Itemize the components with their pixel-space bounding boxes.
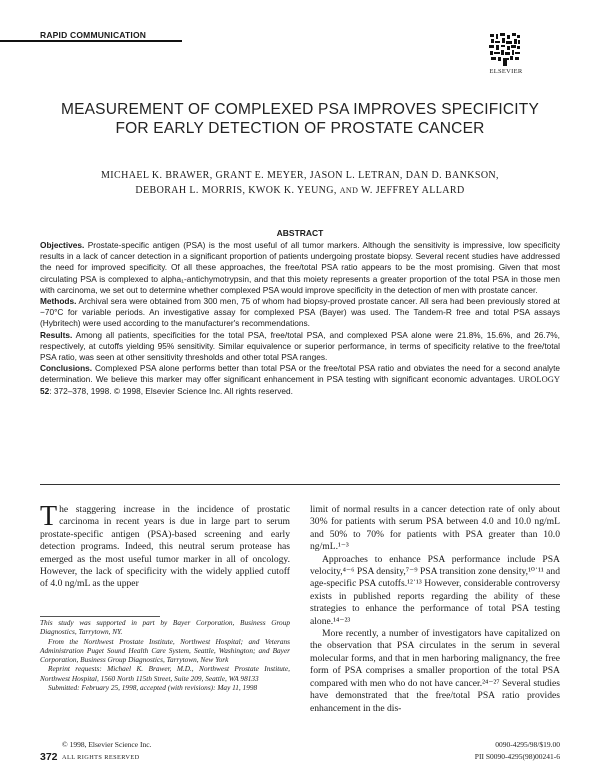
abstract-conclusions: Conclusions. Complexed PSA alone performs better than total PSA or the free/total PSA ratio and obviates the need for a second analyte determination. We believe this marker may offer significant enhancement in PSA testing with significant economic advantages. UROLOGY 52: 372–378, 1998. © 1998, Elsevier Science Inc. All rights reserved. xyxy=(40,363,560,396)
footer-copyright: © 1998, Elsevier Science Inc. xyxy=(62,740,152,749)
page-number: 372 xyxy=(40,751,58,763)
citation-volume: 52 xyxy=(40,385,50,396)
abstract-separator xyxy=(40,484,560,485)
footer-rights: ALL RIGHTS RESERVED xyxy=(62,754,140,761)
body-paragraph: Approaches to enhance PSA performance include PSA velocity,⁴⁻⁶ PSA density,⁷⁻⁹ PSA transition zone density,¹⁰ˈ¹¹ and age-specific PSA cutoffs.¹²ˈ¹³ However, considerable controversy exists in published reports regarding the ability of these strategies to enhance the performance of total PSA testing alone.¹⁴⁻²³ xyxy=(310,553,560,627)
header-rule xyxy=(0,40,182,42)
drop-cap: T xyxy=(40,501,58,532)
author-list xyxy=(60,168,540,198)
footnote-affiliation: From the Northwest Prostate Institute, Northwest Hospital; and Veterans Administration Puget Sound Health Care System, Seattle, Washington; and Bayer Corporation, Business Group Diagnostics, Tarrytown, New York xyxy=(40,636,290,665)
citation-journal: UROLOGY xyxy=(518,374,560,385)
citation-details: : 372–378, 1998. © 1998, Elsevier Science Inc. All rights reserved. xyxy=(49,385,293,396)
intro-paragraph: The staggering increase in the incidence of prostatic carcinoma in recent years is due in large part to serum prostate-specific antigen (PSA)-based screening and early detection programs. Indeed, this neutral serum protease has emerged as the most useful tumor marker in all of oncology. However, the lack of specificity with the widely applied cutoff of 4.0 ng/mL as the upper xyxy=(40,501,290,590)
footnote-funding: This study was supported in part by Bayer Corporation, Business Group Diagnostics, Tarrytown, NY. xyxy=(40,618,290,637)
article-title: MEASUREMENT OF COMPLEXED PSA IMPROVES SPECIFICITY FOR EARLY DETECTION OF PROSTATE CANCER xyxy=(60,101,540,137)
author-line-2: DEBORAH L. MORRIS, KWOK K. YEUNG, AND W. JEFFREY ALLARD xyxy=(135,185,465,196)
footer-pii: PII S0090-4295(98)00241-6 xyxy=(474,752,560,761)
body-paragraph: More recently, a number of investigators have capitalized on the observation that PSA circulates in the serum in several molecular forms, and that in men harboring malignancy, the free form of PSA comprises a smaller proportion of the total PSA compared with men who do not have cancer.²⁴⁻²⁷ Several studies have demonstrated that the free/total PSA ratio provides enhancement in the dis- xyxy=(310,628,560,714)
footnote-rule xyxy=(40,616,160,617)
body-paragraph: limit of normal results in a cancer detection rate of only about 30% for patients with serum PSA between 4.0 and 10.0 ng/mL and 50% to 70% for patients with PSA greater than 10.0 ng/mL.¹⁻³ xyxy=(310,504,560,553)
section-label: RAPID COMMUNICATION xyxy=(40,30,147,40)
abstract-body xyxy=(40,240,560,397)
footnotes xyxy=(40,618,290,692)
publisher-name: ELSEVIER xyxy=(489,68,523,75)
abstract-methods: Methods. Archival sera were obtained from 300 men, 75 of whom had biopsy-proved prostate cancer. All sera had been previously stored at −70°C for variable periods. An investigative assay for complexed PSA (Bayer) was used. The Tandem-R free and total PSA assays (Hybritech) were used according to the manufacturer's recommendations. xyxy=(40,296,560,329)
abstract-heading: ABSTRACT xyxy=(276,228,324,238)
footnote-reprints: Reprint requests: Michael K. Brawer, M.D., Northwest Prostate Institute, Northwest Hospital, 1560 North 115th Street, Suite 209, Seattle, WA 98133 xyxy=(40,664,290,683)
footnote-submitted: Submitted: February 25, 1998, accepted (with revisions): May 11, 1998 xyxy=(48,683,258,693)
abstract-results: Results. Among all patients, specificities for the total PSA, free/total PSA, and complexed PSA alone were 21.8%, 15.6%, and 26.7%, respectively, at cutoffs yielding 95% sensitivity. Similar equivalence or superior performance, in terms of specificity relative to the free/total PSA ratio, was seen at other sensitivity thresholds and other total PSA ranges. xyxy=(40,329,560,363)
footer-issn: 0090-4295/98/$19.00 xyxy=(495,740,560,749)
body-column-right xyxy=(310,504,560,715)
author-line-1: MICHAEL K. BRAWER, GRANT E. MEYER, JASON L. LETRAN, DAN D. BANKSON, xyxy=(101,170,499,181)
body-column-left xyxy=(40,501,290,591)
abstract-objectives: Objectives. Prostate-specific antigen (PSA) is the most useful of all tumor markers. Although the sensitivity is impressive, low specificity results in a lack of cancer detection in a significant proportion of patients undergoing prostate biopsy. Several recent studies have addressed the need for improved specificity. Of all these approaches, the free/total PSA ratio appears to be the most promising. Given that most circulating PSA is complexed to alpha₁-antichymotrypsin, and that this moiety represents a greater proportion of the total PSA in those men with carcinoma, we set out to determine whether complexed PSA would improve specificity in the detection of men with prostate cancer. xyxy=(40,240,560,295)
